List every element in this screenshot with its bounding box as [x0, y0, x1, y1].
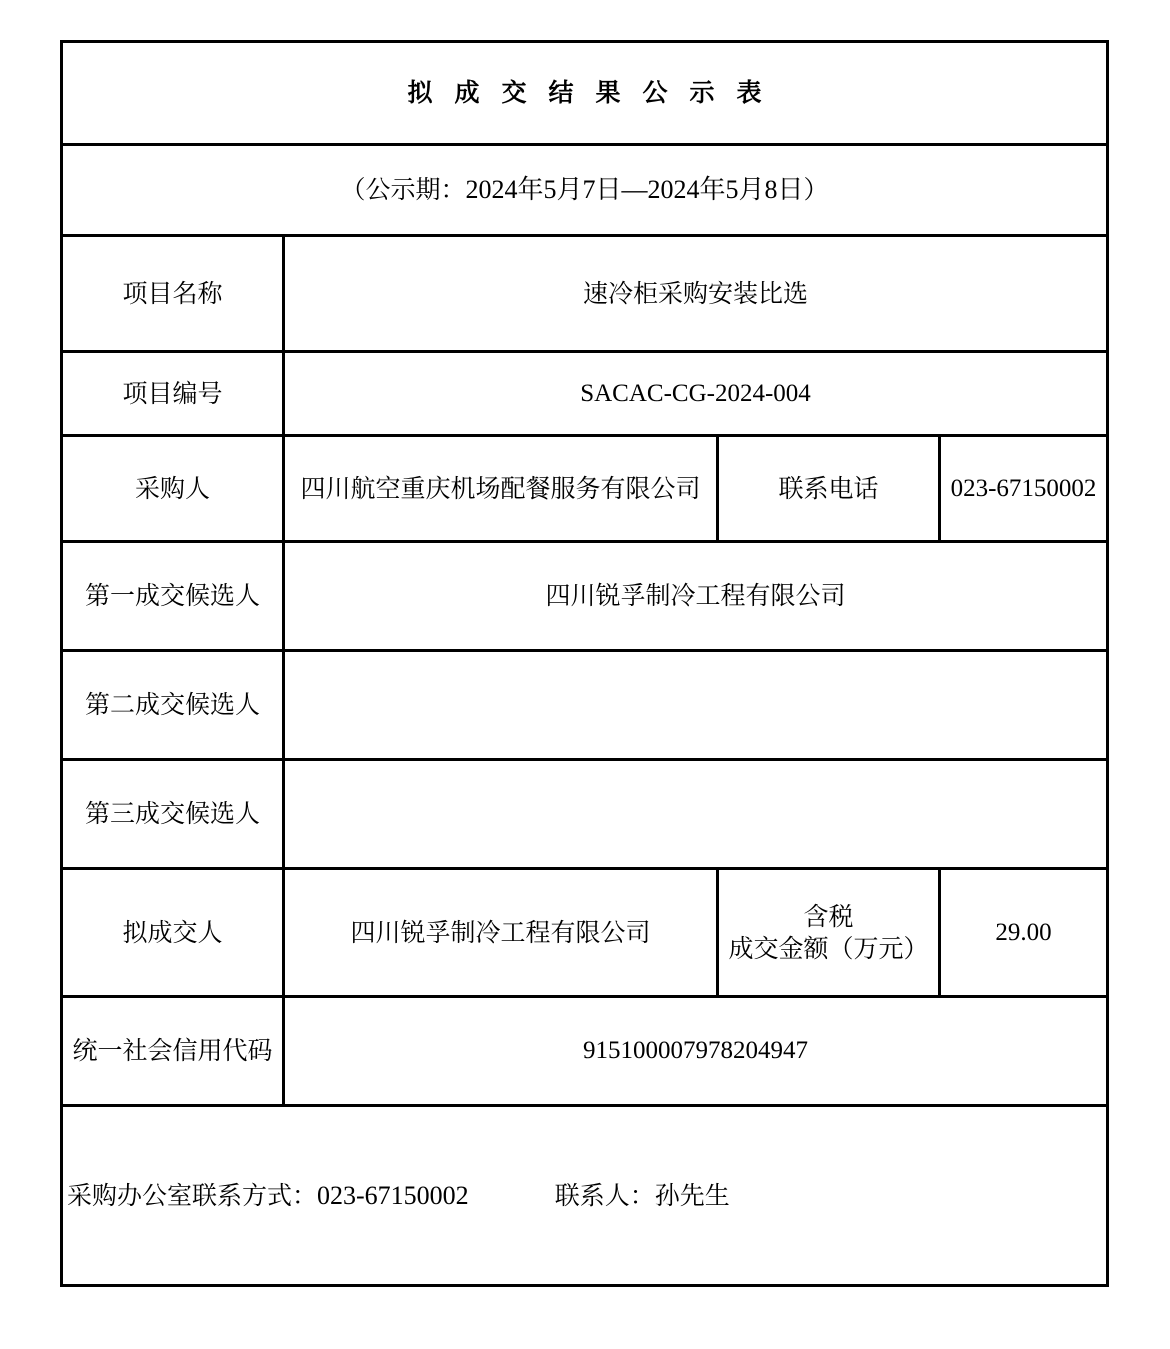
buyer-label: 采购人: [62, 436, 284, 542]
contact-footer: [62, 1106, 1108, 1286]
office-phone: 023-67150002: [317, 1180, 469, 1210]
candidate-1-label: 第一成交候选人: [62, 542, 284, 651]
credit-code-label: 统一社会信用代码: [62, 997, 284, 1106]
buyer-name: 四川航空重庆机场配餐服务有限公司: [300, 473, 701, 503]
office-contact-label: 采购办公室联系方式：: [67, 1180, 318, 1210]
contact-person-label: 联系人：: [554, 1180, 655, 1210]
candidate-3-value: [284, 760, 1108, 869]
project-name-value: 速冷柜采购安装比选: [284, 236, 1108, 352]
result-table: [60, 40, 1109, 1287]
contact-person-name: 孙先生: [654, 1180, 730, 1210]
period-suffix: ）: [803, 175, 829, 204]
project-code-label: 项目编号: [62, 352, 284, 436]
period-prefix: （公示期：: [340, 175, 466, 204]
buyer-phone-label: 联系电话: [718, 436, 940, 542]
amount-value: 29.00: [940, 869, 1108, 997]
winner-value: 四川锐孚制冷工程有限公司: [284, 869, 718, 997]
buyer-value: [284, 436, 718, 542]
amount-label-line2: 成交金额（万元）: [728, 933, 929, 963]
candidate-2-label: 第二成交候选人: [62, 651, 284, 760]
candidate-2-value: [284, 651, 1108, 760]
credit-code-value: 915100007978204947: [284, 997, 1108, 1106]
candidate-3-label: 第三成交候选人: [62, 760, 284, 869]
project-code-value: SACAC-CG-2024-004: [284, 352, 1108, 436]
announcement-period: [62, 145, 1108, 236]
page-title: 拟成交结果公示表: [62, 42, 1108, 145]
period-range: 2024年5月7日—2024年5月8日: [465, 175, 804, 204]
candidate-1-value: 四川锐孚制冷工程有限公司: [284, 542, 1108, 651]
winner-label: 拟成交人: [62, 869, 284, 997]
amount-label-line1: 含税: [803, 901, 854, 931]
project-name-label: 项目名称: [62, 236, 284, 352]
amount-label: [718, 869, 940, 997]
buyer-phone-value: 023-67150002: [940, 436, 1108, 542]
